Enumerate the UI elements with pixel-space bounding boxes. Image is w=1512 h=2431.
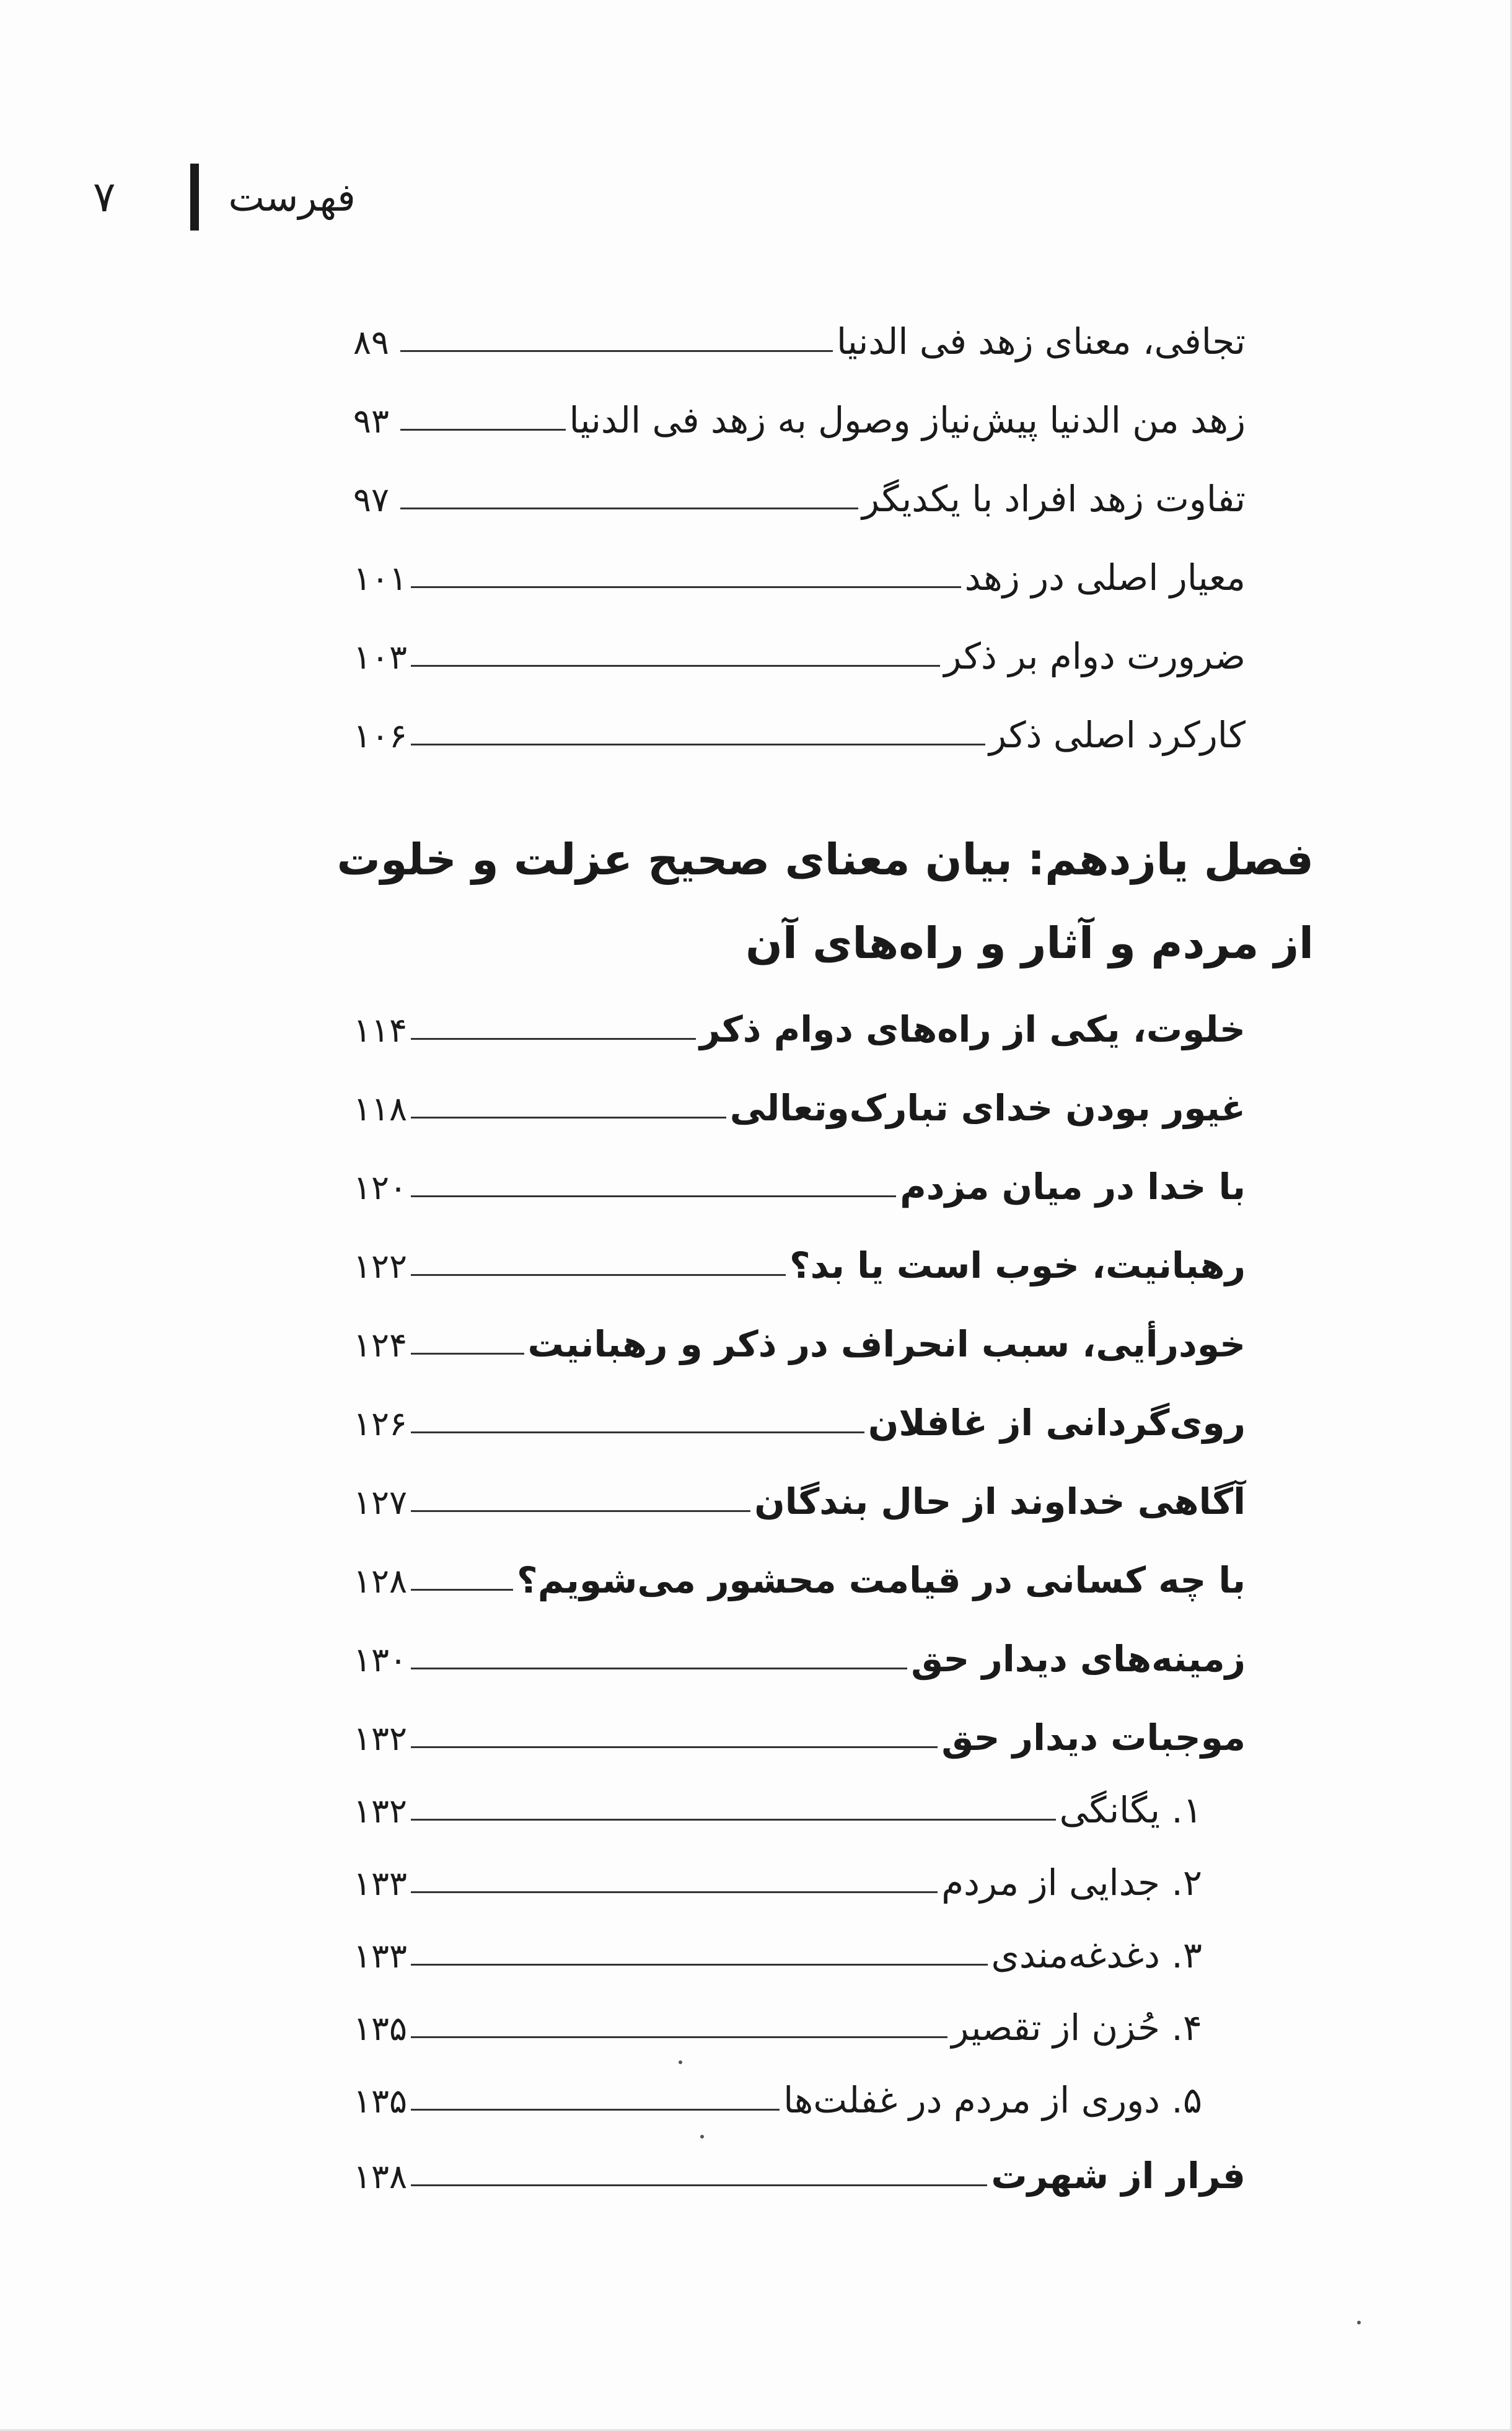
toc-leader-line [411,1964,988,1966]
toc-entry[interactable] [353,2138,1246,2200]
page-number: ۷ [93,172,116,222]
toc-leader-line [411,1117,726,1119]
toc-entry-title: ۴. حُزن از تقصیر [951,2007,1202,2049]
toc-leader-line [411,744,985,745]
toc-entry-page: ۱۳۳ [353,1864,408,1903]
toc-entry[interactable] [353,461,1246,523]
toc-entry-page: ۱۰۱ [353,559,408,598]
toc-entry-page: ۱۲۷ [353,1483,408,1522]
toc-entry-title: خلوت، یکی از راه‌های دوام ذکر [699,1008,1246,1050]
paper-speck [1357,2321,1361,2324]
toc-leader-line [411,1431,864,1433]
toc-entry[interactable] [353,1464,1246,1526]
toc-entry[interactable] [353,1700,1246,1762]
toc-leader-line [411,586,961,588]
toc-entry-page: ۱۳۲ [353,1791,408,1831]
toc-leader-line [411,665,940,667]
toc-entry-page: ۱۳۵ [353,2009,408,2048]
toc-entry-title: تفاوت زهد افراد با یکدیگر [862,478,1246,520]
toc-leader-line [411,1668,907,1669]
toc-entry-title: خودرأیی، سبب انحراف در ذکر و رهبانیت [527,1323,1246,1365]
paper-speck [700,2135,704,2139]
toc-subentry[interactable] [353,1845,1246,1907]
toc-entry[interactable] [353,991,1246,1053]
toc-leader-line [411,1819,1056,1821]
toc-entry-page: ۱۳۸ [353,2157,408,2196]
toc-leader-line [411,1589,513,1591]
chapter-heading: فصل یازدهم: بیان معنای صحیح عزلت و خلوت از مردم و آثار و راه‌های آن [336,834,1314,969]
toc-subentry[interactable] [353,1917,1246,1979]
toc-subentry[interactable] [353,1990,1246,2052]
toc-entry[interactable] [353,540,1246,602]
toc-leader-line [400,429,566,431]
toc-leader-line [411,1038,696,1040]
toc-entry[interactable] [353,1306,1246,1368]
toc-entry[interactable] [353,1070,1246,1132]
toc-entry[interactable] [353,697,1246,759]
running-header [93,166,356,228]
toc-entry-title: موجبات دیدار حق [941,1717,1246,1759]
toc-entry-page: ۱۲۰ [353,1168,408,1207]
toc-entry-title: ۳. دغدغه‌مندی [991,1934,1202,1976]
toc-entry-page: ۱۱۴ [353,1011,408,1050]
toc-entry-title: ۵. دوری از مردم در غفلت‌ها [783,2079,1202,2121]
toc-leader-line [411,1195,896,1197]
toc-entry-page: ۱۰۶ [353,716,408,755]
toc-entry-page: ۱۲۶ [353,1404,408,1443]
toc-entry-title: با چه کسانی در قیامت محشور می‌شویم؟ [517,1559,1246,1601]
toc-entry-title: زهد من الدنیا پیش‌نیاز وصول به زهد فی الدنیا [569,399,1246,441]
toc-entry-page: ۹۳ [353,402,390,441]
toc-entry[interactable] [353,1149,1246,1211]
toc-leader-line [411,2036,947,2038]
toc-entry-title: تجافی، معنای زهد فی الدنیا [836,320,1246,363]
toc-entry-page: ۱۳۵ [353,2082,408,2121]
toc-entry-page: ۱۱۸ [353,1089,408,1128]
toc-entry[interactable] [353,1228,1246,1290]
toc-entry-page: ۱۲۴ [353,1325,408,1365]
toc-entry[interactable] [353,618,1246,680]
toc-leader-line [400,350,833,352]
paper-speck [679,2060,682,2064]
toc-entry[interactable] [353,382,1246,444]
toc-entry-title: فرار از شهرت [991,2155,1246,2197]
toc-entry-page: ۹۷ [353,480,390,519]
toc-leader-line [411,2184,987,2186]
toc-entry-page: ۱۰۳ [353,638,408,677]
toc-entry-title: ۲. جدایی از مردم [941,1862,1202,1904]
toc-leader-line [411,1510,750,1512]
toc-entry-title: با خدا در میان مزدم [900,1166,1246,1208]
toc-leader-line [411,2109,780,2111]
toc-entry[interactable] [353,1385,1246,1447]
toc-entry-page: ۱۳۰ [353,1640,408,1679]
toc-entry-title: کارکرد اصلی ذکر [989,714,1246,756]
toc-entry-page: ۱۲۸ [353,1562,408,1601]
toc-entry-page: ۱۲۲ [353,1247,408,1286]
toc-entry-title: زمینه‌های دیدار حق [911,1638,1246,1680]
toc-leader-line [411,1891,938,1893]
toc-entry-page: ۸۹ [353,323,390,362]
toc-entry[interactable] [353,304,1246,366]
toc-leader-line [411,1353,524,1355]
toc-entry-title: ۱. یگانگی [1059,1789,1202,1831]
toc-entry-title: آگاهی خداوند از حال بندگان [754,1480,1246,1523]
header-divider [190,164,199,231]
toc-entry-title: رهبانیت، خوب است یا بد؟ [789,1244,1246,1286]
toc-subentry[interactable] [353,2062,1246,2124]
toc-entry-title: غیور بودن خدای تبارک‌وتعالی [729,1087,1246,1129]
toc-entry-title: معیار اصلی در زهد [964,556,1246,599]
toc-subentry[interactable] [353,1772,1246,1834]
toc-entry-title: روی‌گردانی از غافلان [868,1402,1246,1444]
running-title: فهرست [228,174,356,220]
toc-leader-line [411,1274,786,1276]
toc-entry-title: ضرورت دوام بر ذکر [944,635,1246,677]
toc-entry-page: ۱۳۳ [353,1936,408,1976]
toc-entry[interactable] [353,1542,1246,1604]
toc-entry-page: ۱۳۲ [353,1719,408,1758]
toc-entry[interactable] [353,1621,1246,1683]
toc-leader-line [411,1746,938,1748]
toc-leader-line [400,508,858,509]
